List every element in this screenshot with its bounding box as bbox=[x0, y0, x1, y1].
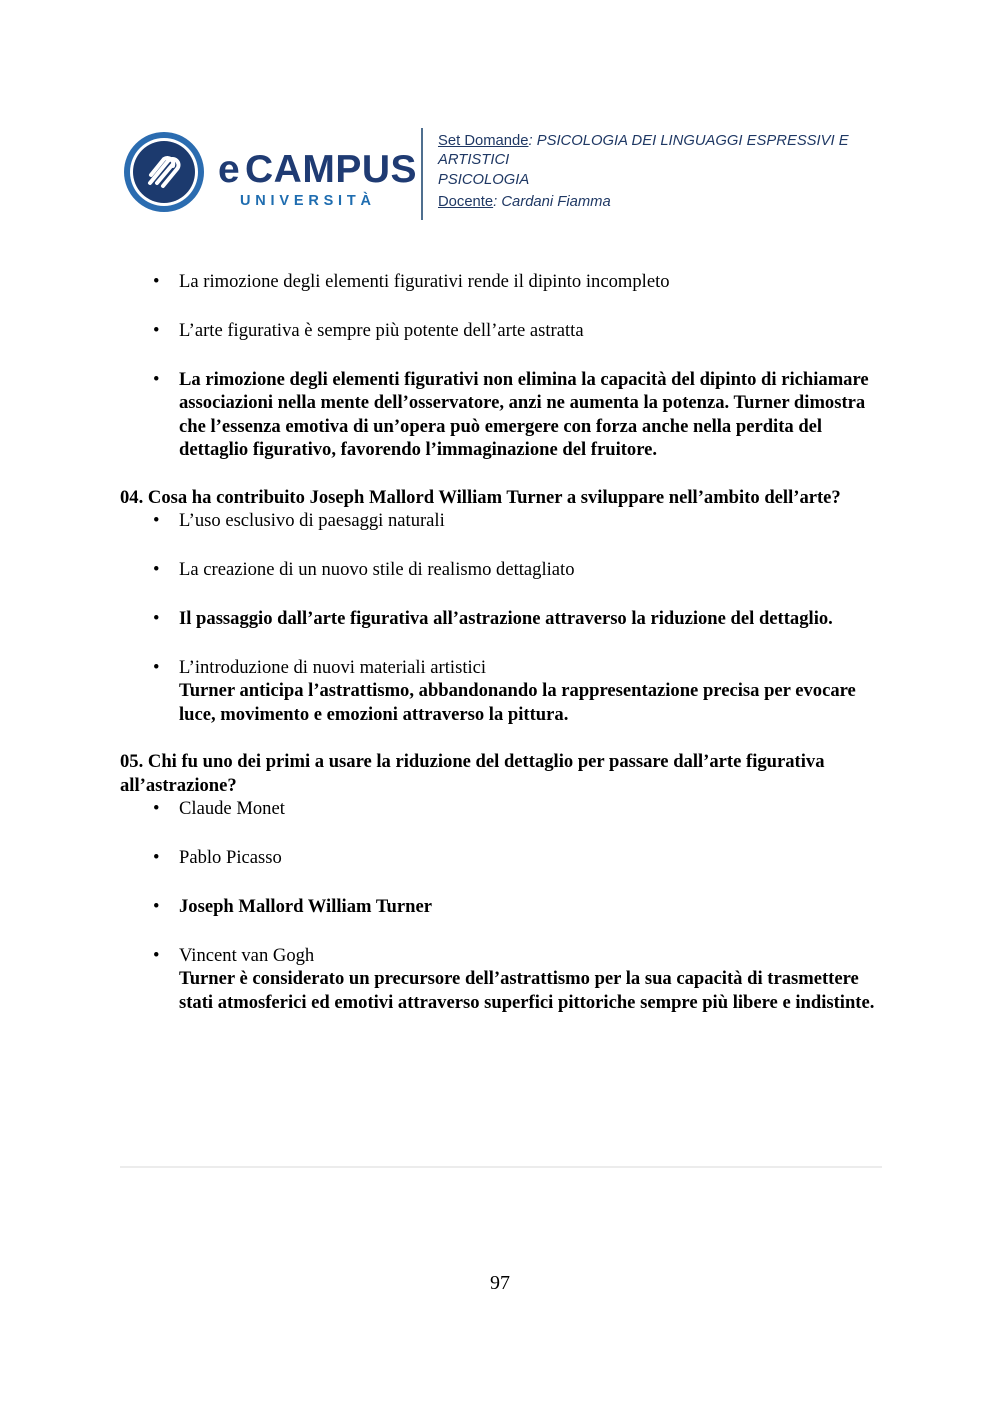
bullet: • bbox=[153, 509, 160, 531]
answer-option-text: L’uso esclusivo di paesaggi naturali bbox=[179, 509, 445, 531]
course-row bbox=[438, 171, 908, 190]
question-04: 04. Cosa ha contribuito Joseph Mallord William Turner a sviluppare nell’ambito dell’arte? bbox=[120, 486, 841, 508]
question-05: 05. Chi fu uno dei primi a usare la riduzione del dettaglio per passare dall’arte figurativa all’astrazione? bbox=[120, 751, 825, 796]
bullet: • bbox=[153, 657, 160, 679]
answer-option-text: Claude Monet bbox=[179, 797, 285, 819]
teacher-value: : Cardani Fiamma bbox=[493, 194, 611, 210]
bullet: • bbox=[153, 369, 160, 391]
bullet: • bbox=[153, 608, 160, 630]
bullet: • bbox=[153, 846, 160, 868]
answer-option-text: La creazione di un nuovo stile di realismo dettagliato bbox=[179, 558, 575, 580]
answer-option bbox=[120, 509, 890, 532]
answer-option-correct bbox=[120, 368, 890, 461]
page-header bbox=[120, 126, 900, 222]
ecampus-seal-logo-icon bbox=[123, 131, 205, 213]
question-04-options bbox=[120, 509, 890, 726]
answer-option-text: Joseph Mallord William Turner bbox=[179, 896, 432, 917]
bullet: • bbox=[153, 797, 160, 819]
previous-question-options bbox=[120, 270, 890, 461]
answer-option-text: Il passaggio dall’arte figurativa all’astrazione attraverso la riduzione del dettaglio. bbox=[179, 608, 833, 630]
set-domande-value-cont: ARTISTICI bbox=[438, 152, 510, 168]
bullet: • bbox=[153, 558, 160, 580]
answer-option-text: La rimozione degli elementi figurativi non elimina la capacità del dipinto di richiamare associazioni nella mente dell’osservatore, anzi ne aumenta la potenza. Turner dimostra che l’essenza emotiva di un’opera può emergere con forza anche nella perdita del dettaglio figurativo, favorendo l’immaginazione del fruitore. bbox=[179, 369, 869, 461]
answer-option-correct bbox=[120, 607, 890, 630]
answer-option bbox=[120, 846, 890, 869]
bullet: • bbox=[153, 271, 160, 292]
teacher-label: Docente bbox=[438, 194, 494, 210]
course-name: PSICOLOGIA bbox=[438, 172, 530, 188]
answer-option-text: Vincent van Gogh bbox=[179, 945, 315, 967]
answer-option-text: La rimozione degli elementi figurativi rende il dipinto incompleto bbox=[179, 271, 670, 292]
logo-campus-text: CAMPUS bbox=[245, 148, 418, 191]
footer-divider bbox=[120, 1166, 882, 1168]
answer-option bbox=[120, 558, 890, 581]
set-domande-label: Set Domande bbox=[438, 133, 529, 149]
answer-option bbox=[120, 797, 890, 820]
answer-option bbox=[120, 656, 890, 726]
page-number: 97 bbox=[490, 1272, 510, 1294]
bullet: • bbox=[153, 320, 160, 342]
answer-option-correct bbox=[120, 895, 890, 918]
bullet: • bbox=[153, 945, 160, 967]
header-info bbox=[438, 132, 908, 212]
answer-explanation: Turner è considerato un precursore dell’astrattismo per la sua capacità di trasmettere stati atmosferici ed emotivi attraverso superfici pittoriche sempre più libere e indistinte. bbox=[179, 968, 875, 1013]
ecampus-wordmark bbox=[218, 148, 418, 212]
logo-e-letter: e bbox=[218, 148, 241, 191]
teacher-row bbox=[438, 193, 908, 212]
answer-option bbox=[120, 944, 890, 1014]
answer-option-text: L’introduzione di nuovi materiali artistici bbox=[179, 657, 487, 679]
answer-explanation: Turner anticipa l’astrattismo, abbandonando la rappresentazione precisa per evocare luce, movimento e emozioni attraverso la pittura. bbox=[179, 680, 856, 725]
header-divider bbox=[421, 128, 423, 220]
quiz-content bbox=[120, 270, 890, 1014]
set-domande-row bbox=[438, 132, 908, 151]
logo-universita-text: UNIVERSITÀ bbox=[240, 193, 376, 209]
bullet: • bbox=[153, 896, 160, 917]
answer-option bbox=[120, 270, 890, 293]
question-05-options bbox=[120, 797, 890, 1014]
set-domande-continuation bbox=[438, 151, 908, 170]
answer-option-text: L’arte figurativa è sempre più potente dell’arte astratta bbox=[179, 320, 584, 342]
answer-option-text: Pablo Picasso bbox=[179, 846, 282, 868]
set-domande-value: : PSICOLOGIA DEI LINGUAGGI ESPRESSIVI E bbox=[528, 133, 849, 149]
answer-option bbox=[120, 319, 890, 342]
